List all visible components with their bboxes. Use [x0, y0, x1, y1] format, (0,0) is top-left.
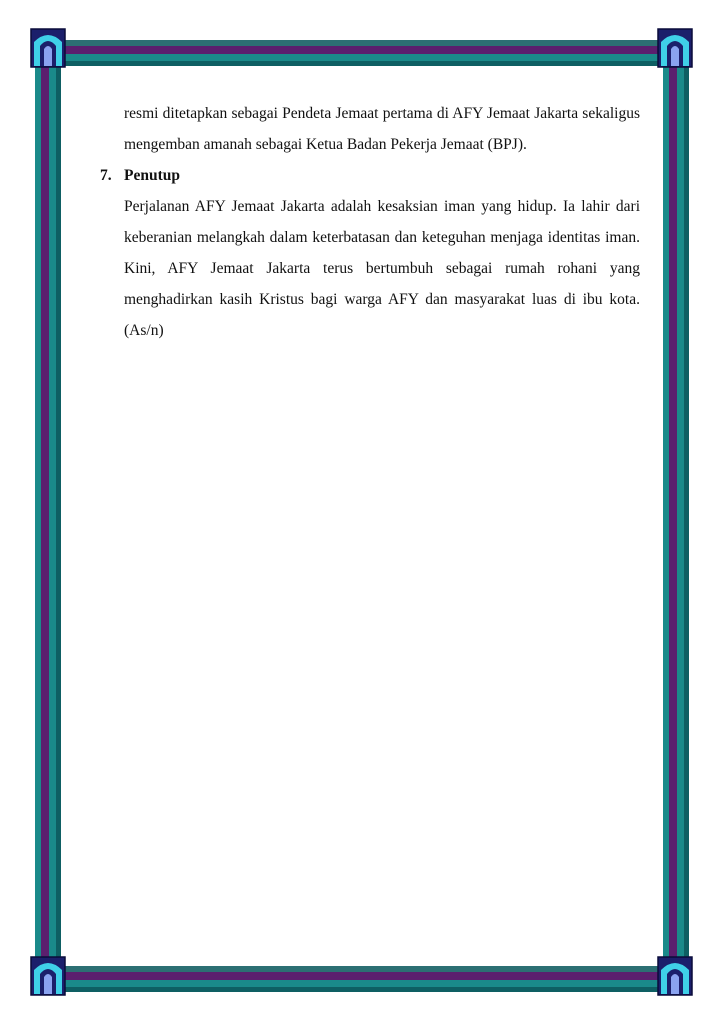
section-body-paragraph: Perjalanan AFY Jemaat Jakarta adalah kesaksian iman yang hidup. Ia lahir dari keberanian melangkah dalam keterbatasan dan keteguhan menjaga identitas iman. Kini, AFY Jemaat Jakarta terus bertumbuh sebagai rumah rohani yang menghadirkan kasih Kristus bagi warga AFY dan masyarakat luas di ibu kota. (As/n)	[124, 198, 640, 339]
document-body	[100, 98, 640, 346]
corner-ornament-bottom-right	[657, 956, 693, 996]
border-bottom	[50, 966, 674, 992]
section-heading	[100, 160, 640, 191]
border-top	[50, 40, 674, 66]
corner-ornament-top-right	[657, 28, 693, 68]
border-left	[35, 58, 61, 968]
section-number: 7.	[100, 167, 112, 184]
continuation-paragraph: resmi ditetapkan sebagai Pendeta Jemaat pertama di AFY Jemaat Jakarta sekaligus mengemban amanah sebagai Ketua Badan Pekerja Jemaat (BPJ).	[124, 105, 640, 153]
corner-ornament-bottom-left	[30, 956, 66, 996]
section-title: Penutup	[124, 167, 180, 184]
border-right	[663, 58, 689, 968]
corner-ornament-top-left	[30, 28, 66, 68]
